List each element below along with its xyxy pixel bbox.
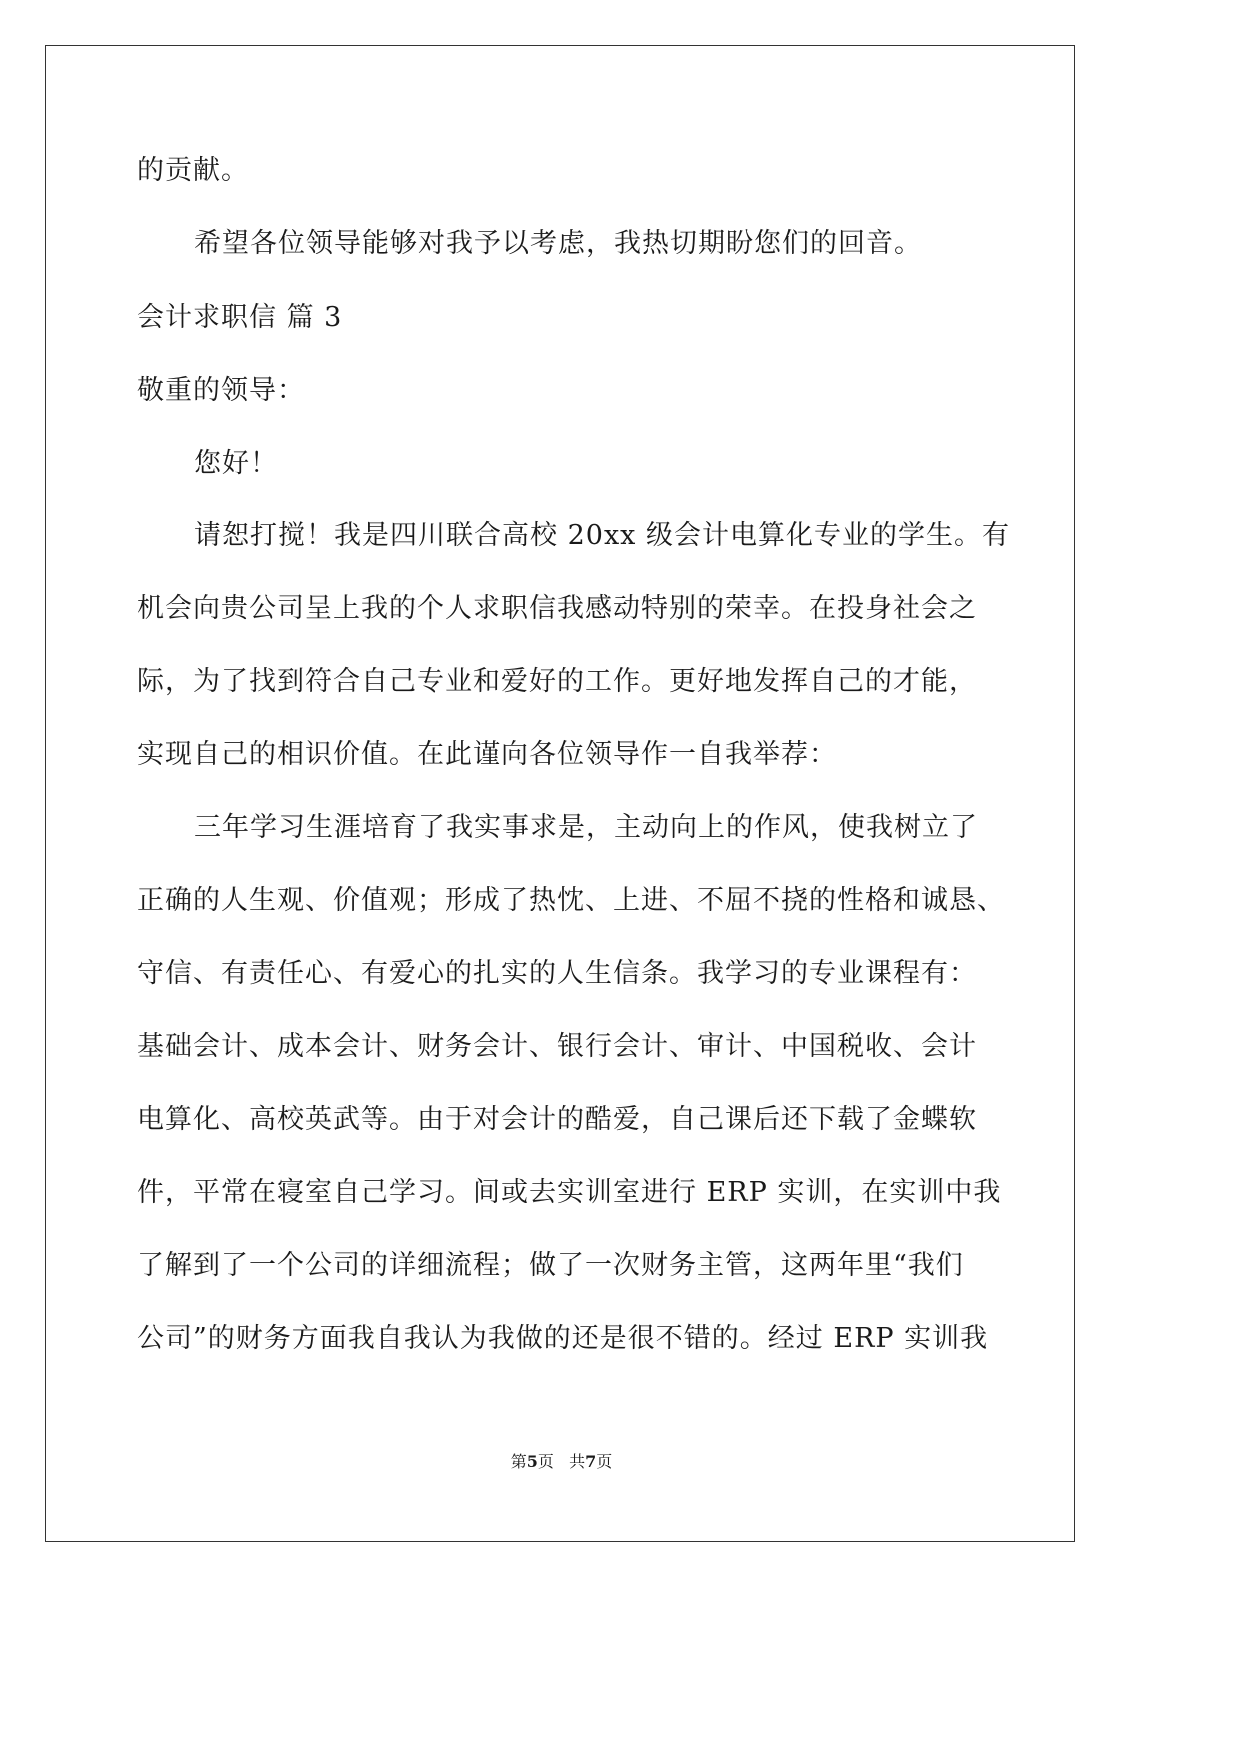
text-line: 了解到了一个公司的详细流程；做了一次财务主管，这两年里“我们	[137, 1250, 964, 1281]
text-line: 希望各位领导能够对我予以考虑，我热切期盼您们的回音。	[194, 228, 922, 259]
text-line: 际，为了找到符合自己专业和爱好的工作。更好地发挥自己的才能，	[137, 666, 977, 697]
text-line: 电算化、高校英武等。由于对会计的酷爱，自己课后还下载了金蝶软	[137, 1104, 977, 1135]
footer-page-word: 页	[537, 1452, 554, 1471]
footer-prefix: 第	[510, 1452, 527, 1471]
text-line: 请恕打搅！我是四川联合高校 20xx 级会计电算化专业的学生。有	[194, 520, 1010, 551]
salutation: 敬重的领导：	[137, 375, 305, 406]
text-line: 基础会计、成本会计、财务会计、银行会计、审计、中国税收、会计	[137, 1031, 977, 1062]
text-line: 守信、有责任心、有爱心的扎实的人生信条。我学习的专业课程有：	[137, 958, 977, 989]
text-line: 公司”的财务方面我自我认为我做的还是很不错的。经过 ERP 实训我	[137, 1323, 989, 1354]
total-pages-number: 7	[585, 1452, 597, 1471]
footer-total-suffix: 页	[596, 1452, 613, 1471]
text-line: 正确的人生观、价值观；形成了热忱、上进、不屈不挠的性格和诚恳、	[137, 885, 1005, 916]
text-line: 件，平常在寝室自己学习。间或去实训室进行 ERP 实训，在实训中我	[137, 1177, 1002, 1208]
text-line: 三年学习生涯培育了我实事求是，主动向上的作风，使我树立了	[194, 812, 978, 843]
page-border	[45, 45, 1075, 1542]
page-footer	[0, 1449, 1123, 1472]
section-heading: 会计求职信 篇 3	[137, 302, 343, 333]
text-line: 的贡献。	[137, 155, 249, 186]
text-line: 实现自己的相识价值。在此谨向各位领导作一自我举荐：	[137, 739, 837, 770]
text-line: 机会向贵公司呈上我的个人求职信我感动特别的荣幸。在投身社会之	[137, 593, 977, 624]
current-page-number: 5	[526, 1452, 538, 1471]
footer-total-prefix: 共	[569, 1452, 586, 1471]
greeting: 您好！	[194, 448, 278, 479]
